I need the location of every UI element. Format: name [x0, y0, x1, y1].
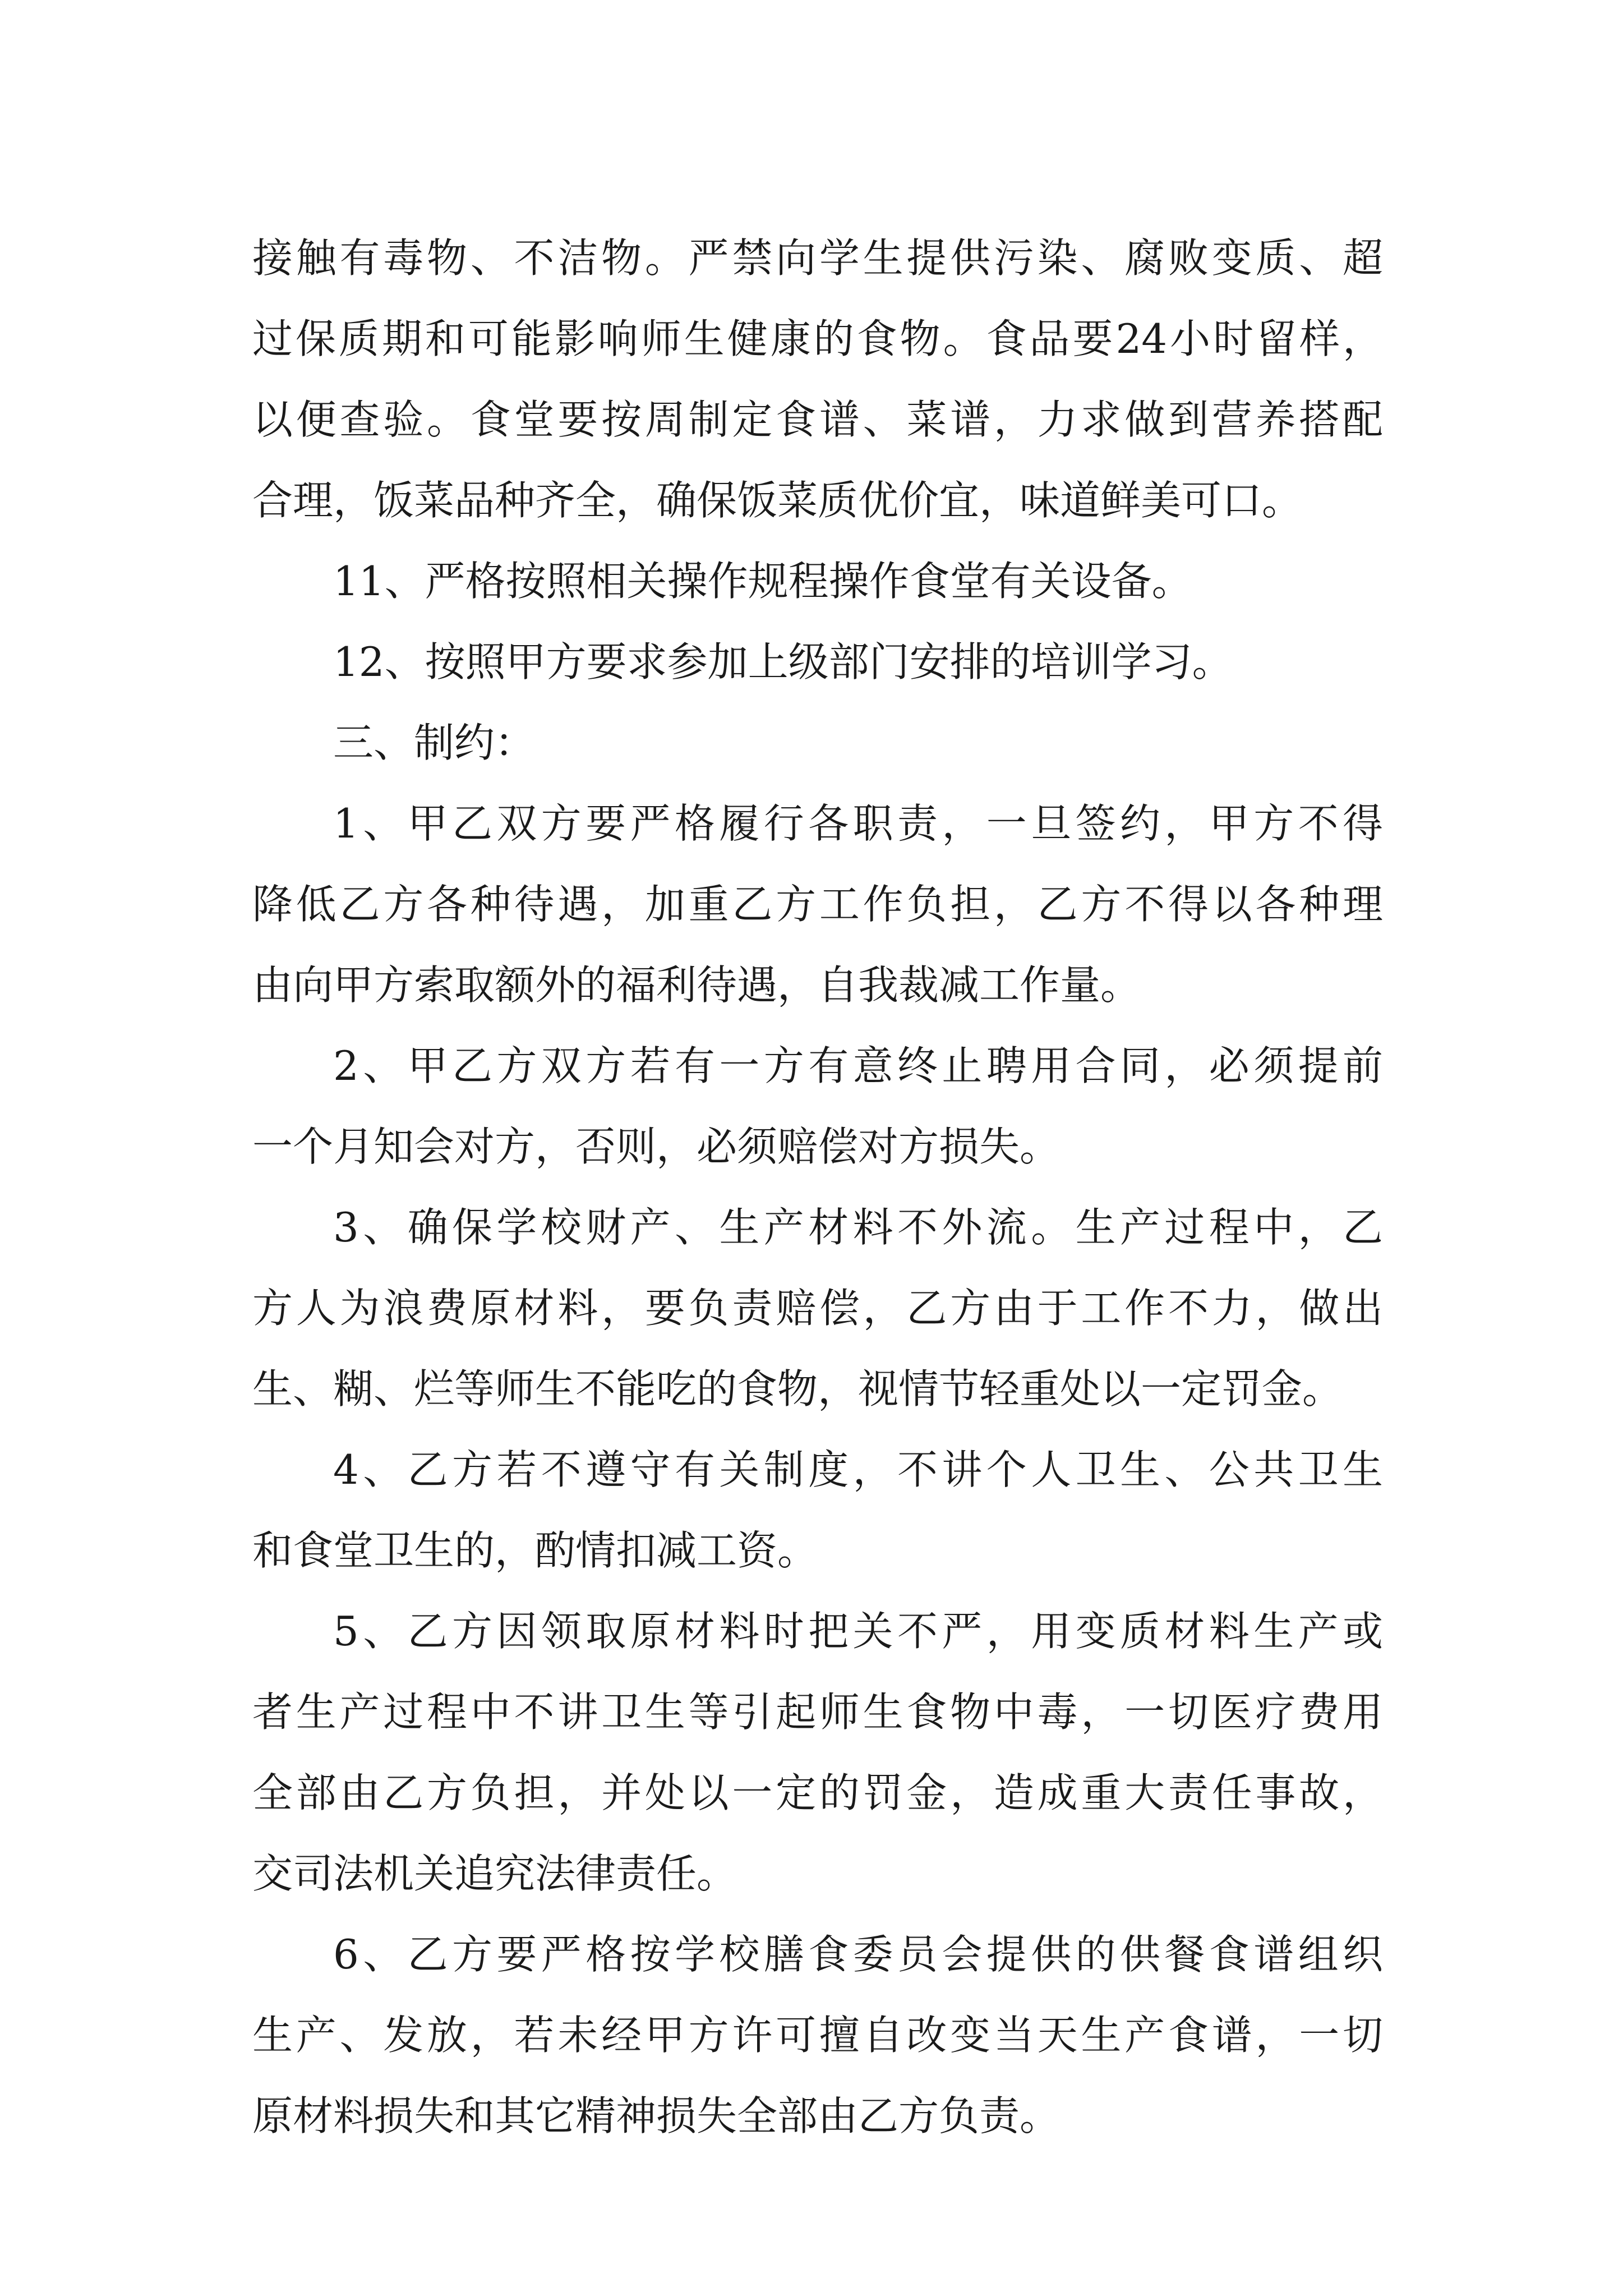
clause-3: 3、确保学校财产、生产材料不外流。生产过程中，乙 — [333, 1204, 1383, 1251]
clause-4: 4、乙方若不遵守有关制度，不讲个人卫生、公共卫生 — [333, 1446, 1383, 1493]
clause-6: 6、乙方要严格按学校膳食委员会提供的供餐食谱组织 — [333, 1931, 1383, 1978]
clause-2: 2、甲乙方双方若有一方有意终止聘用合同，必须提前 — [333, 1042, 1383, 1089]
text-line: 一个月知会对方，否则，必须赔偿对方损失。 — [252, 1123, 1061, 1170]
text-line: 交司法机关追究法律责任。 — [252, 1850, 737, 1897]
text-line: 原材料损失和其它精神损失全部由乙方负责。 — [252, 2092, 1061, 2139]
text-line: 合理，饭菜品种齐全，确保饭菜质优价宜，味道鲜美可口。 — [252, 477, 1303, 524]
section-heading: 三、制约： — [333, 719, 536, 766]
text-line: 生产、发放，若未经甲方许可擅自改变当天生产食谱，一切 — [252, 2012, 1383, 2059]
document-page — [252, 218, 1383, 2156]
text-line: 方人为浪费原材料，要负责赔偿，乙方由于工作不力，做出 — [252, 1285, 1383, 1332]
text-line: 过保质期和可能影响师生健康的食物。食品要24小时留样， — [252, 315, 1383, 362]
text-line: 以便查验。食堂要按周制定食谱、菜谱，力求做到营养搭配 — [252, 396, 1383, 443]
text-line: 接触有毒物、不洁物。严禁向学生提供污染、腐败变质、超 — [252, 234, 1383, 282]
text-line: 降低乙方各种待遇，加重乙方工作负担，乙方不得以各种理 — [252, 881, 1383, 928]
clause-12: 12、按照甲方要求参加上级部门安排的培训学习。 — [333, 638, 1233, 685]
clause-11: 11、严格按照相关操作规程操作食堂有关设备。 — [333, 558, 1192, 605]
text-line: 全部由乙方负担，并处以一定的罚金，造成重大责任事故， — [252, 1769, 1383, 1816]
clause-5: 5、乙方因领取原材料时把关不严，用变质材料生产或 — [333, 1608, 1383, 1655]
text-line: 由向甲方索取额外的福利待遇，自我裁减工作量。 — [252, 961, 1141, 1009]
text-line: 生、糊、烂等师生不能吃的食物，视情节轻重处以一定罚金。 — [252, 1365, 1343, 1412]
text-line: 者生产过程中不讲卫生等引起师生食物中毒，一切医疗费用 — [252, 1688, 1383, 1736]
clause-1: 1、甲乙双方要严格履行各职责，一旦签约，甲方不得 — [333, 800, 1383, 847]
text-line: 和食堂卫生的，酌情扣减工资。 — [252, 1527, 818, 1574]
